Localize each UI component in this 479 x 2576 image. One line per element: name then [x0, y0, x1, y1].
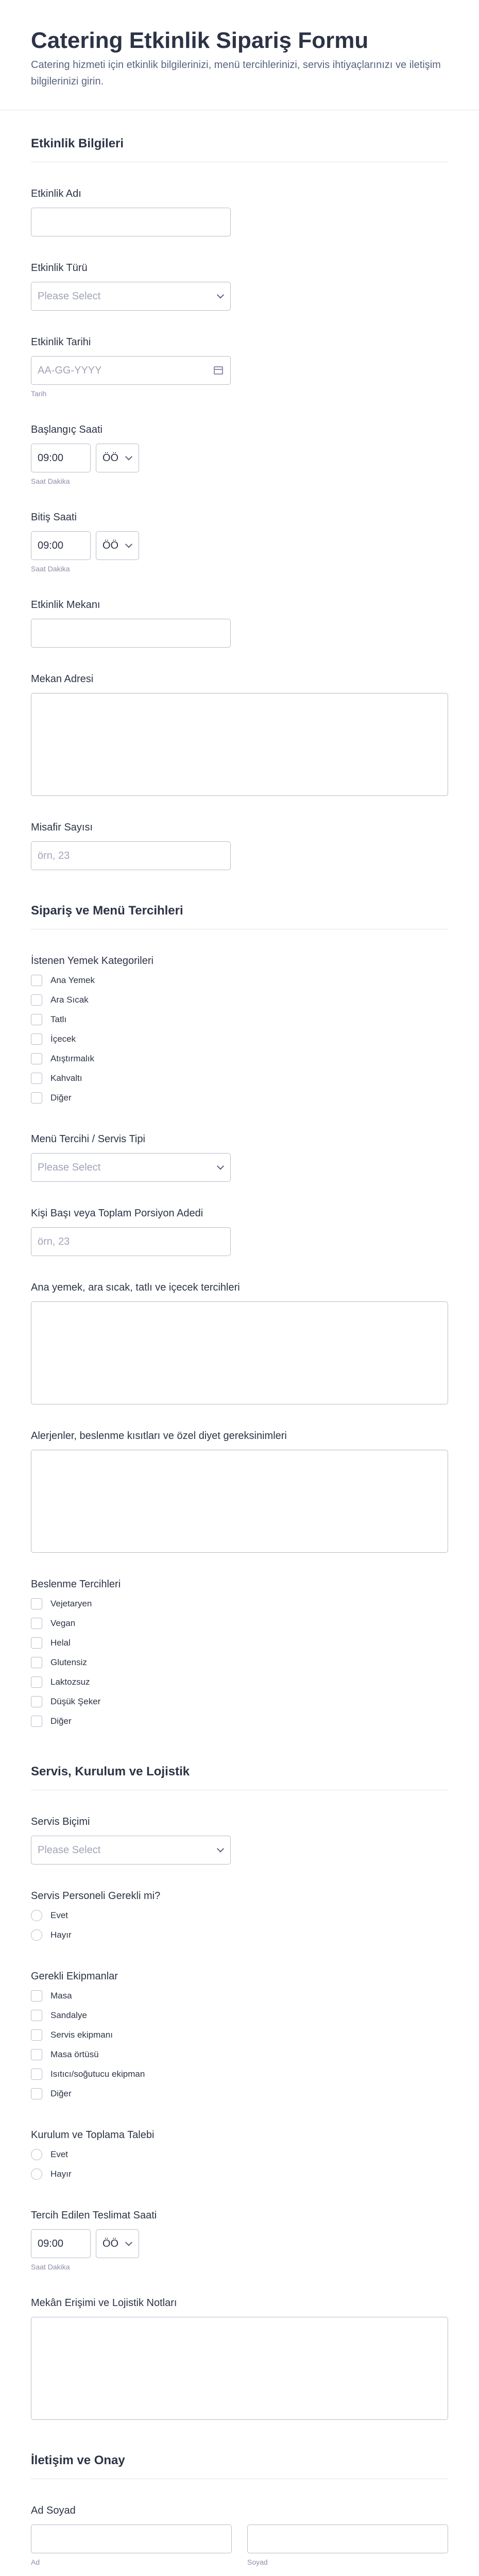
option-label: Masa örtüsü: [50, 2049, 99, 2059]
full-name-label: Ad Soyad: [31, 2505, 76, 2516]
allergy-label: Alerjenler, beslenme kısıtları ve özel diyet gereksinimleri: [31, 1430, 287, 1442]
checkbox[interactable]: [31, 1598, 42, 1609]
calendar-icon[interactable]: [214, 366, 223, 375]
end-time-label: Bitiş Saati: [31, 512, 77, 523]
checkbox-option[interactable]: [31, 1653, 448, 1672]
checkbox[interactable]: [31, 2029, 42, 2041]
radio[interactable]: [31, 1929, 42, 1941]
full-name-field: [31, 2504, 448, 2567]
delivery-time-label: Tercih Edilen Teslimat Saati: [31, 2210, 157, 2221]
checkbox-option[interactable]: [31, 2006, 448, 2025]
contact-section: [0, 2427, 479, 2576]
menu-section-title: Sipariş ve Menü Tercihleri: [31, 904, 183, 918]
form-subtitle: Catering hizmeti için etkinlik bilgilerinizi, menü tercihlerinizi, servis ihtiyaçlarınızı ve iletişim bilgilerinizi girin.: [31, 59, 441, 87]
checkbox-option[interactable]: [31, 2025, 448, 2045]
option-label: Evet: [50, 1910, 69, 1920]
chevron-down-icon: [125, 540, 132, 548]
logistics-section: [0, 1738, 479, 2420]
radio-option[interactable]: [31, 2145, 448, 2164]
logistics-notes-label: Mekân Erişimi ve Lojistik Notları: [31, 2297, 177, 2309]
checkbox[interactable]: [31, 1990, 42, 2002]
venue-label: Etkinlik Mekanı: [31, 599, 100, 611]
address-field: [31, 672, 448, 796]
staff-label: Servis Personeli Gerekli mi?: [31, 1890, 161, 1902]
chevron-down-icon: [217, 291, 224, 298]
guests-input[interactable]: örn, 23: [31, 841, 231, 870]
end-time-input[interactable]: 09:00: [31, 531, 91, 560]
logistics-section-title: Servis, Kurulum ve Lojistik: [31, 1765, 190, 1778]
guests-label: Misafir Sayısı: [31, 822, 93, 833]
event-date-sublabel: Tarih: [31, 389, 47, 398]
checkbox-option[interactable]: [31, 1594, 448, 1614]
menu-section: [0, 877, 479, 1731]
option-label: Servis ekipmanı: [50, 2030, 113, 2040]
setup-field: [31, 2128, 448, 2184]
equipment-label: Gerekli Ekipmanlar: [31, 1971, 118, 1982]
option-label: İçecek: [50, 1034, 76, 1044]
checkbox-option[interactable]: [31, 2045, 448, 2064]
checkbox[interactable]: [31, 2069, 42, 2080]
venue-input[interactable]: [31, 619, 231, 648]
checkbox[interactable]: [31, 1014, 42, 1025]
end-time-sublabel: Saat Dakika: [31, 565, 70, 573]
categories-label: İstenen Yemek Kategorileri: [31, 955, 153, 967]
menu-prefs-field: [31, 1281, 448, 1404]
address-label: Mekan Adresi: [31, 673, 94, 685]
checkbox[interactable]: [31, 975, 42, 986]
checkbox[interactable]: [31, 1696, 42, 1707]
checkbox[interactable]: [31, 1618, 42, 1629]
event-type-field: [31, 261, 448, 311]
option-label: Isıtıcı/soğutucu ekipman: [50, 2069, 145, 2079]
checkbox-option[interactable]: [31, 971, 448, 990]
form-title: Catering Etkinlik Sipariş Formu: [31, 28, 369, 53]
allergy-field: [31, 1429, 448, 1553]
checkbox[interactable]: [31, 994, 42, 1006]
start-ampm-value: ÖÖ: [102, 452, 119, 464]
contact-section-head: [31, 2427, 448, 2479]
radio[interactable]: [31, 2168, 42, 2180]
checkbox[interactable]: [31, 1092, 42, 1104]
event-section-head: [31, 110, 448, 162]
checkbox-option[interactable]: [31, 2064, 448, 2084]
option-label: Laktozsuz: [50, 1677, 90, 1687]
chevron-down-icon: [217, 1162, 224, 1170]
checkbox-option[interactable]: [31, 1986, 448, 2006]
start-time-sublabel: Saat Dakika: [31, 477, 70, 485]
event-section-title: Etkinlik Bilgileri: [31, 137, 124, 150]
service-style-placeholder: Please Select: [38, 1844, 101, 1856]
option-label: Vejetaryen: [50, 1599, 92, 1608]
portion-field: [31, 1207, 448, 1256]
delivery-time-sublabel: Saat Dakika: [31, 2263, 70, 2271]
checkbox[interactable]: [31, 1676, 42, 1688]
start-time-input[interactable]: 09:00: [31, 444, 91, 472]
address-textarea[interactable]: [31, 693, 448, 796]
portion-input[interactable]: örn, 23: [31, 1227, 231, 1256]
event-name-input[interactable]: [31, 208, 231, 236]
chevron-down-icon: [217, 1845, 224, 1852]
last-name-input[interactable]: [247, 2524, 448, 2553]
option-label: Vegan: [50, 1618, 76, 1628]
checkbox-option[interactable]: [31, 1088, 448, 1108]
option-label: Atıştırmalık: [50, 1054, 95, 1063]
logistics-notes-textarea[interactable]: [31, 2317, 448, 2420]
option-label: Glutensiz: [50, 1657, 87, 1667]
checkbox-option[interactable]: [31, 1010, 448, 1029]
last-name-sublabel: Soyad: [247, 2558, 268, 2566]
setup-label: Kurulum ve Toplama Talebi: [31, 2129, 155, 2141]
option-label: Diğer: [50, 1093, 72, 1103]
checkbox-option[interactable]: [31, 1692, 448, 1711]
checkbox-option[interactable]: [31, 1633, 448, 1653]
staff-field: [31, 1889, 448, 1945]
option-label: Ana Yemek: [50, 975, 95, 985]
checkbox-option[interactable]: [31, 990, 448, 1010]
form-header: [0, 0, 479, 110]
start-ampm-select[interactable]: [96, 444, 139, 472]
checkbox-option[interactable]: [31, 1069, 448, 1088]
chevron-down-icon: [125, 453, 132, 460]
event-type-label: Etkinlik Türü: [31, 262, 88, 274]
portion-label: Kişi Başı veya Toplam Porsiyon Adedi: [31, 1208, 203, 1219]
end-ampm-select[interactable]: [96, 531, 139, 560]
diet-label: Beslenme Tercihleri: [31, 1579, 121, 1590]
event-date-label: Etkinlik Tarihi: [31, 336, 91, 348]
end-time-field: [31, 511, 448, 573]
option-label: Sandalye: [50, 2010, 87, 2020]
service-style-select[interactable]: [31, 1836, 231, 1865]
contact-section-title: İletişim ve Onay: [31, 2453, 125, 2467]
option-label: Evet: [50, 2149, 69, 2159]
event-name-field: [31, 187, 448, 236]
radio-option[interactable]: [31, 1906, 448, 1925]
event-name-label: Etkinlik Adı: [31, 188, 81, 199]
chevron-down-icon: [125, 2239, 132, 2246]
first-name-input[interactable]: [31, 2524, 232, 2553]
service-style-label: Servis Biçimi: [31, 1816, 90, 1827]
checkbox[interactable]: [31, 1637, 42, 1649]
diet-field: [31, 1578, 448, 1731]
checkbox[interactable]: [31, 2088, 42, 2099]
start-time-field: [31, 423, 448, 486]
radio[interactable]: [31, 1910, 42, 1921]
event-date-input[interactable]: [31, 356, 231, 385]
checkbox[interactable]: [31, 1657, 42, 1668]
option-label: Diğer: [50, 1716, 72, 1726]
service-type-label: Menü Tercihi / Servis Tipi: [31, 1133, 145, 1145]
event-date-field: [31, 335, 448, 398]
venue-field: [31, 598, 448, 648]
menu-prefs-label: Ana yemek, ara sıcak, tatlı ve içecek tercihleri: [31, 1282, 240, 1293]
menu-prefs-textarea[interactable]: [31, 1301, 448, 1404]
checkbox-option[interactable]: [31, 1049, 448, 1069]
option-label: Kahvaltı: [50, 1073, 82, 1083]
delivery-time-input[interactable]: 09:00: [31, 2229, 91, 2258]
end-ampm-value: ÖÖ: [102, 539, 119, 551]
option-label: Hayır: [50, 2169, 72, 2179]
logistics-section-head: [31, 1738, 448, 1790]
checkbox[interactable]: [31, 2049, 42, 2060]
option-label: Helal: [50, 1638, 71, 1648]
allergy-textarea[interactable]: [31, 1450, 448, 1553]
service-style-field: [31, 1815, 448, 1865]
checkbox-option[interactable]: [31, 1614, 448, 1633]
option-label: Tatlı: [50, 1014, 67, 1024]
checkbox-option[interactable]: [31, 1711, 448, 1731]
logistics-notes-field: [31, 2296, 448, 2420]
radio-option[interactable]: [31, 2164, 448, 2184]
event-date-placeholder: AA-GG-YYYY: [38, 364, 102, 376]
checkbox-option[interactable]: [31, 2084, 448, 2104]
guests-field: [31, 821, 448, 870]
delivery-ampm-value: ÖÖ: [102, 2238, 119, 2249]
delivery-ampm-select[interactable]: [96, 2229, 139, 2258]
checkbox-option[interactable]: [31, 1029, 448, 1049]
checkbox[interactable]: [31, 1716, 42, 1727]
service-type-placeholder: Please Select: [38, 1161, 101, 1173]
service-type-field: [31, 1132, 448, 1182]
option-label: Diğer: [50, 2089, 72, 2098]
first-name-sublabel: Ad: [31, 2558, 40, 2566]
option-label: Düşük Şeker: [50, 1697, 101, 1706]
option-label: Hayır: [50, 1930, 72, 1940]
option-label: Ara Sıcak: [50, 995, 89, 1005]
menu-section-head: [31, 877, 448, 929]
event-section: [0, 110, 479, 870]
event-type-placeholder: Please Select: [38, 290, 101, 302]
checkbox[interactable]: [31, 1073, 42, 1084]
equipment-field: [31, 1970, 448, 2104]
categories-field: [31, 954, 448, 1108]
checkbox[interactable]: [31, 1033, 42, 1045]
checkbox[interactable]: [31, 1053, 42, 1064]
delivery-time-field: [31, 2209, 448, 2272]
option-label: Masa: [50, 1991, 72, 2001]
checkbox-option[interactable]: [31, 1672, 448, 1692]
service-type-select[interactable]: [31, 1153, 231, 1182]
radio[interactable]: [31, 2149, 42, 2160]
start-time-label: Başlangıç Saati: [31, 424, 102, 435]
radio-option[interactable]: [31, 1925, 448, 1945]
checkbox[interactable]: [31, 2010, 42, 2021]
event-type-select[interactable]: [31, 282, 231, 311]
